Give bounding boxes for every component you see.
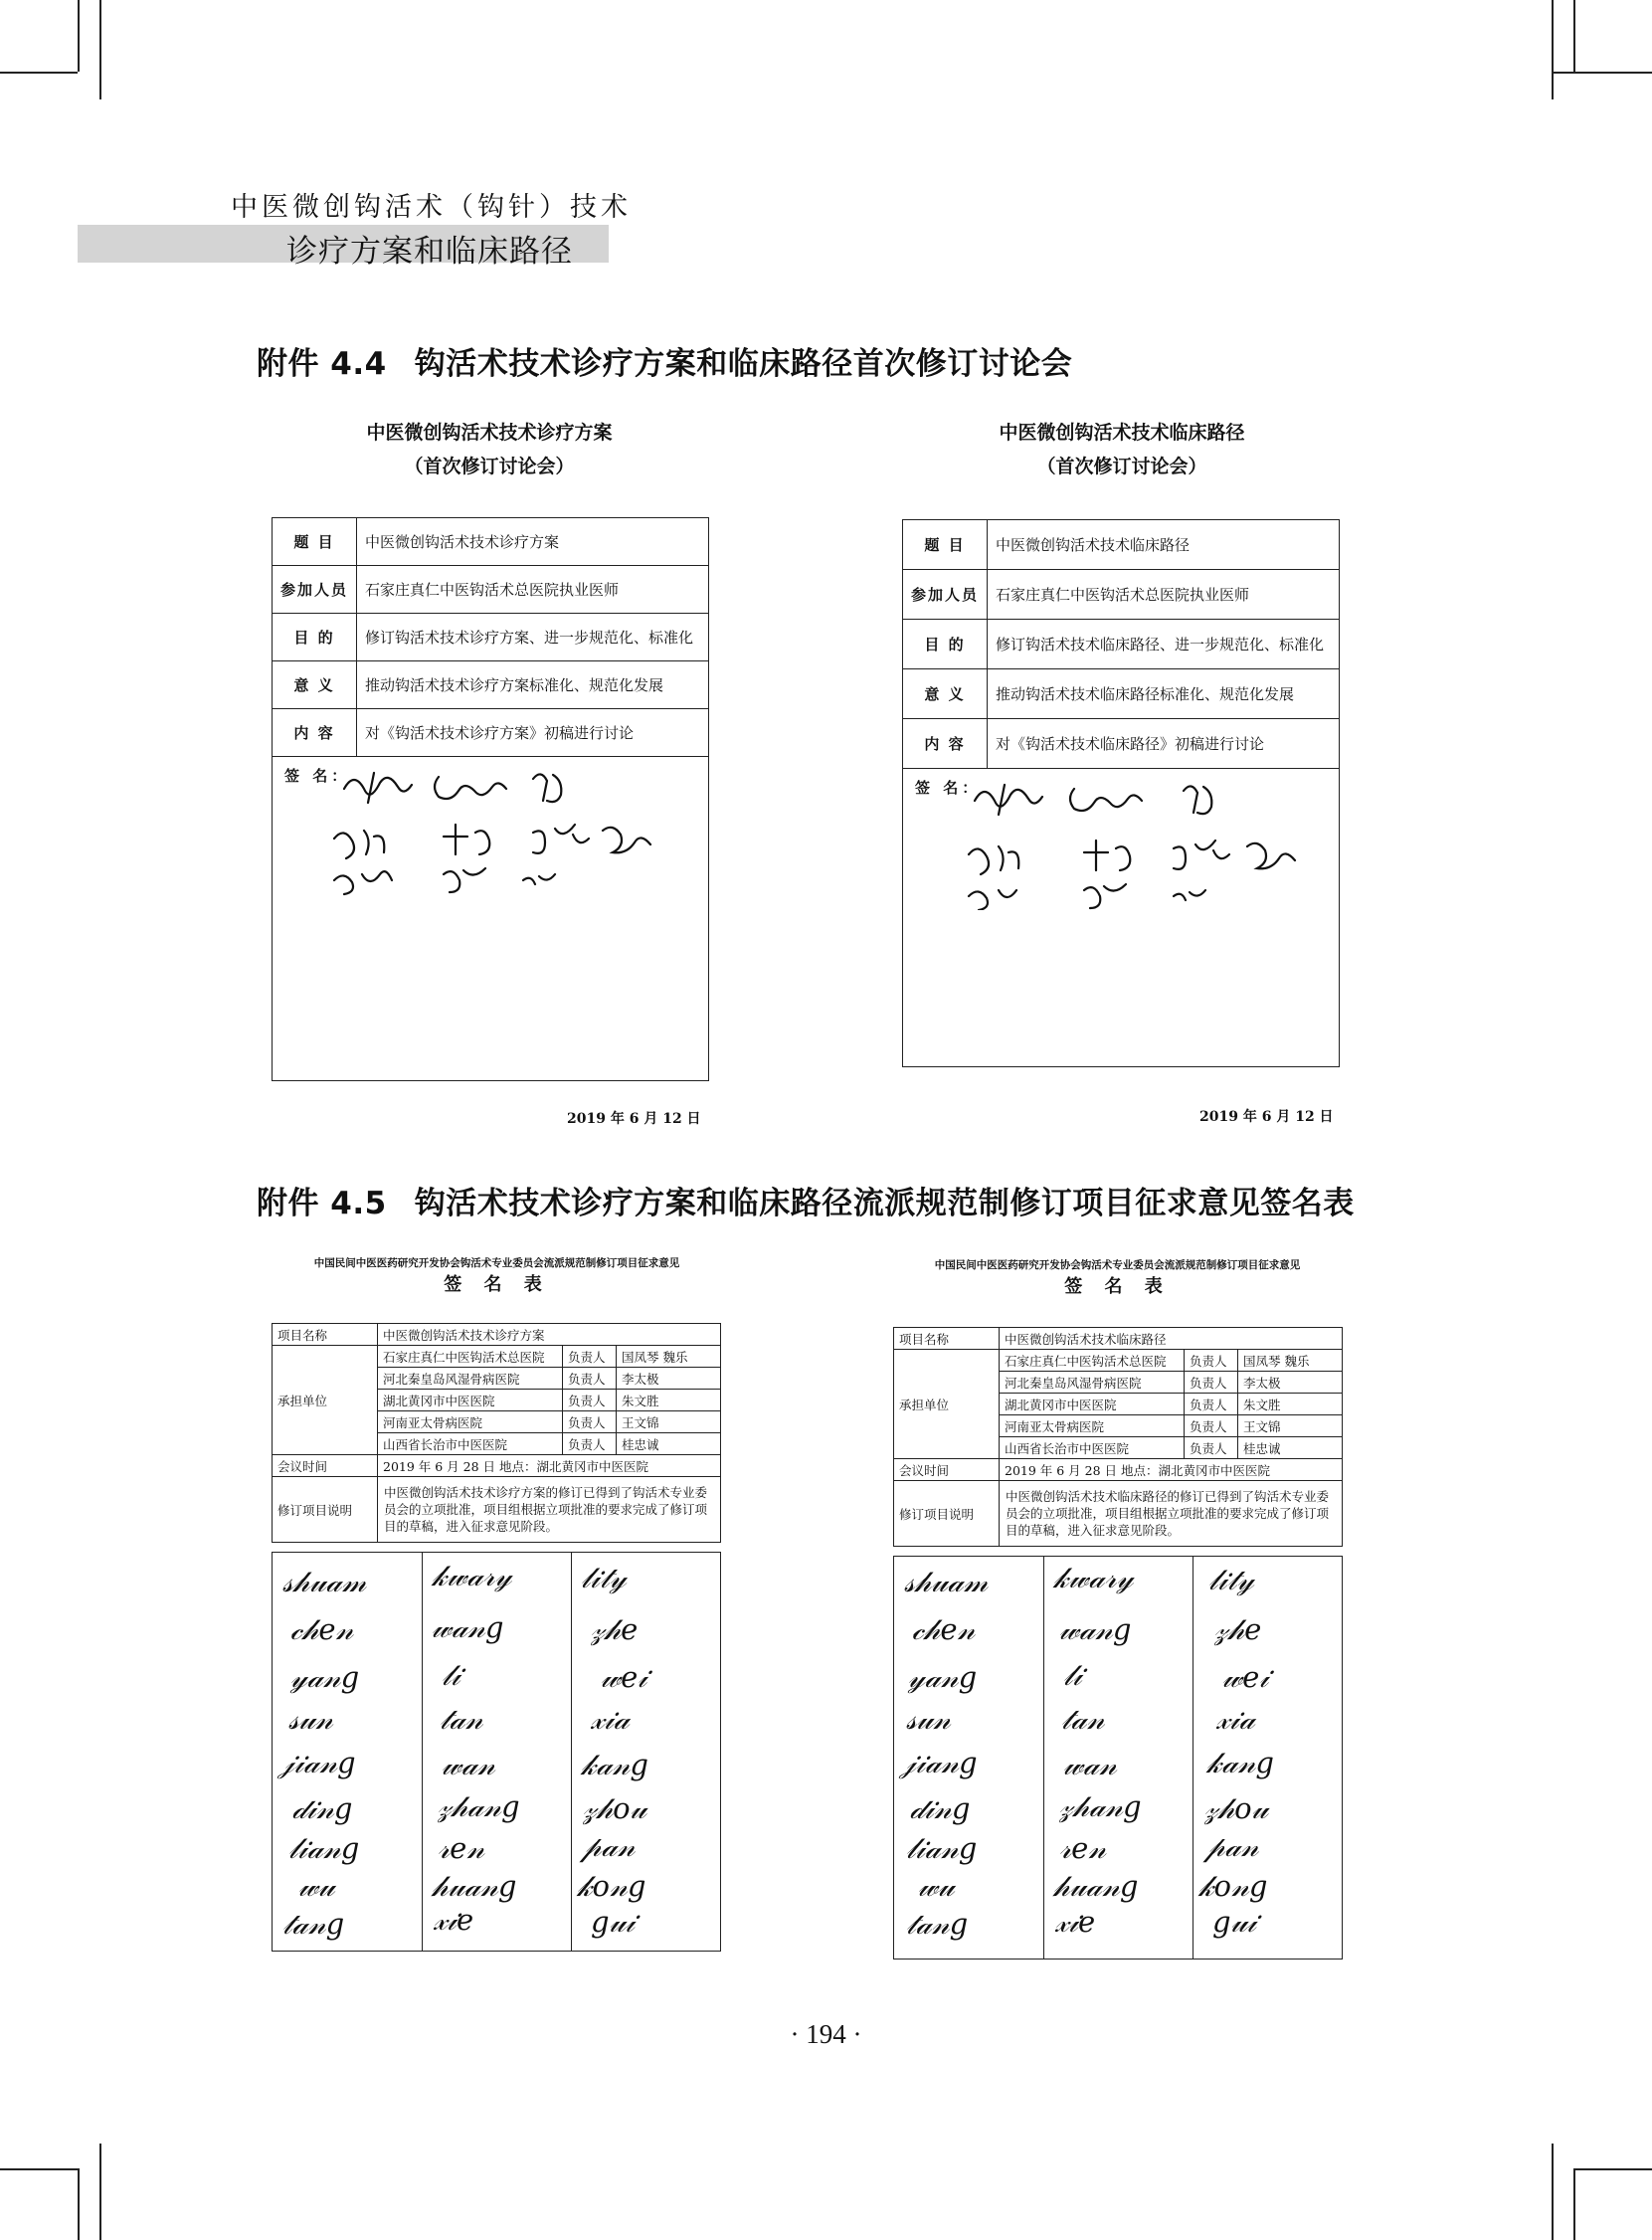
section-number: 附件 4.4 — [257, 346, 387, 382]
crop-mark — [78, 0, 80, 72]
row-label: 参加人员 — [903, 570, 988, 620]
project-value: 中医微创钩活术技术临床路径 — [1000, 1328, 1343, 1350]
sheet-header: 中国民间中医医药研究开发协会钩活术专业委员会流派规范制修订项目征求意见 — [934, 1259, 1301, 1271]
sheet-title: 签 名 表 — [444, 1274, 550, 1295]
handwritten-signatures — [935, 771, 1333, 910]
unit-person: 李太极 — [617, 1368, 721, 1390]
page-number: · 194 · — [790, 2019, 862, 2049]
unit-label: 承担单位 — [894, 1350, 1000, 1459]
row-value: 石家庄真仁中医钩活术总医院执业医师 — [357, 566, 709, 614]
row-label: 目 的 — [903, 620, 988, 669]
form-title: 中医微创钩活术技术临床路径 — [999, 422, 1245, 444]
unit-role: 负责人 — [1185, 1394, 1238, 1415]
unit-role: 负责人 — [563, 1390, 617, 1411]
row-label: 内 容 — [903, 719, 988, 769]
unit-name: 河北秦皇岛风湿骨病医院 — [1000, 1372, 1185, 1394]
crop-mark — [1573, 2168, 1652, 2170]
unit-role: 负责人 — [563, 1433, 617, 1455]
row-label: 目 的 — [273, 614, 357, 661]
meeting-value: 2019 年 6 月 28 日 地点：湖北黄冈市中医医院 — [378, 1455, 721, 1477]
form-right-date: 2019 年 6 月 12 日 — [1199, 1109, 1334, 1125]
section-number: 附件 4.5 — [257, 1186, 387, 1221]
unit-name: 河南亚太骨病医院 — [1000, 1415, 1185, 1437]
sheet-header: 中国民间中医医药研究开发协会钩活术专业委员会流派规范制修订项目征求意见 — [313, 1257, 680, 1269]
unit-person: 国凤琴 魏乐 — [617, 1346, 721, 1368]
form-right-table — [902, 519, 1340, 1067]
unit-name: 石家庄真仁中医钩活术总医院 — [378, 1346, 563, 1368]
crop-mark — [1552, 2144, 1554, 2240]
crop-mark — [1552, 0, 1554, 99]
row-label: 意 义 — [903, 669, 988, 719]
unit-role: 负责人 — [1185, 1372, 1238, 1394]
crop-mark — [1552, 72, 1652, 74]
unit-name: 河北秦皇岛风湿骨病医院 — [378, 1368, 563, 1390]
form-subtitle: （首次修订讨论会） — [404, 456, 575, 477]
crop-mark — [1573, 0, 1575, 72]
row-label: 内 容 — [273, 709, 357, 757]
unit-name: 湖北黄冈市中医医院 — [1000, 1394, 1185, 1415]
handwritten-signatures — [304, 759, 702, 898]
sheet-left-heading — [271, 1255, 723, 1296]
signature-label: 签 名： — [915, 779, 982, 797]
form-subtitle: （首次修订讨论会） — [1036, 456, 1207, 477]
unit-person: 王文锦 — [1238, 1415, 1343, 1437]
unit-role: 负责人 — [1185, 1437, 1238, 1459]
running-header-subtitle: 诊疗方案和临床路径 — [286, 234, 573, 270]
unit-person: 国凤琴 魏乐 — [1238, 1350, 1343, 1372]
sheet-right-heading — [891, 1257, 1344, 1298]
unit-name: 河南亚太骨病医院 — [378, 1411, 563, 1433]
section-heading-4-5 — [257, 1178, 1355, 1222]
row-value: 对《钩活术技术临床路径》初稿进行讨论 — [988, 719, 1340, 769]
signature-cell — [903, 769, 1340, 1067]
form-right-heading — [903, 416, 1341, 483]
section-heading-4-4 — [257, 338, 1072, 383]
signature-cell — [273, 757, 709, 1081]
sheet-right-signatures: 𝓈𝒽𝓊𝒶𝓂 𝓀𝓌𝒶𝓇𝓎 𝓁𝒾𝓉𝓎 𝒸𝒽𝑒𝓃 𝓌𝒶𝓃𝑔 𝓏𝒽𝑒 𝓎𝒶𝓃𝑔 𝓁𝒾 𝓌𝑒𝒾 𝓈𝓊𝓃 𝓉𝒶𝓃 𝓍𝒾𝒶 𝒿𝒾𝒶𝓃𝑔 𝓌𝒶𝓃 𝓀𝒶𝓃𝑔 𝒹𝒾𝓃𝑔 𝓏𝒽𝒶𝓃𝑔 𝓏𝒽𝑜𝓊 𝓁𝒾𝒶𝓃𝑔 𝓇𝑒𝓃 𝓅𝒶𝓃 𝓌𝓊 𝒽𝓊𝒶𝓃𝑔 𝓀𝑜𝓃𝑔 𝓉𝒶𝓃𝑔 𝓍𝒾𝑒 𝑔𝓊𝒾 — [893, 1556, 1343, 1960]
unit-role: 负责人 — [1185, 1415, 1238, 1437]
meeting-value: 2019 年 6 月 28 日 地点：湖北黄冈市中医医院 — [1000, 1459, 1343, 1481]
form-left-heading — [271, 416, 708, 483]
meeting-label: 会议时间 — [894, 1459, 1000, 1481]
unit-name: 石家庄真仁中医钩活术总医院 — [1000, 1350, 1185, 1372]
form-left-date: 2019 年 6 月 12 日 — [567, 1111, 701, 1127]
desc-value: 中医微创钩活术技术诊疗方案的修订已得到了钩活术专业委员会的立项批准，项目组根据立项批准的要求完成了修订项目的草稿，进入征求意见阶段。 — [378, 1477, 721, 1543]
project-label: 项目名称 — [894, 1328, 1000, 1350]
form-title: 中医微创钩活术技术诊疗方案 — [366, 422, 613, 444]
unit-person: 李太极 — [1238, 1372, 1343, 1394]
crop-mark — [1573, 2168, 1575, 2240]
unit-person: 朱文胜 — [617, 1390, 721, 1411]
row-label: 参加人员 — [273, 566, 357, 614]
unit-role: 负责人 — [563, 1411, 617, 1433]
project-value: 中医微创钩活术技术诊疗方案 — [378, 1324, 721, 1346]
row-value: 对《钩活术技术诊疗方案》初稿进行讨论 — [357, 709, 709, 757]
desc-label: 修订项目说明 — [894, 1481, 1000, 1547]
desc-value: 中医微创钩活术技术临床路径的修订已得到了钩活术专业委员会的立项批准，项目组根据立项批准的要求完成了修订项目的草稿，进入征求意见阶段。 — [1000, 1481, 1343, 1547]
row-value: 石家庄真仁中医钩活术总医院执业医师 — [988, 570, 1340, 620]
sheet-left-table — [272, 1323, 721, 1543]
form-left-table — [272, 517, 709, 1081]
running-header-title: 中医微创钩活术（钩针）技术 — [231, 192, 632, 223]
unit-name: 湖北黄冈市中医医院 — [378, 1390, 563, 1411]
unit-person: 桂忠诚 — [1238, 1437, 1343, 1459]
row-value: 推动钩活术技术诊疗方案标准化、规范化发展 — [357, 661, 709, 709]
crop-mark — [99, 2144, 101, 2240]
row-value: 修订钩活术技术临床路径、进一步规范化、标准化 — [988, 620, 1340, 669]
unit-role: 负责人 — [563, 1346, 617, 1368]
crop-mark — [99, 0, 101, 99]
row-value: 推动钩活术技术临床路径标准化、规范化发展 — [988, 669, 1340, 719]
sheet-title: 签 名 表 — [1064, 1276, 1171, 1297]
unit-person: 桂忠诚 — [617, 1433, 721, 1455]
row-value: 修订钩活术技术诊疗方案、进一步规范化、标准化 — [357, 614, 709, 661]
row-label: 题 目 — [903, 520, 988, 570]
row-label: 意 义 — [273, 661, 357, 709]
unit-role: 负责人 — [563, 1368, 617, 1390]
unit-label: 承担单位 — [273, 1346, 378, 1455]
sheet-left-signatures: 𝓈𝒽𝓊𝒶𝓂 𝓀𝓌𝒶𝓇𝓎 𝓁𝒾𝓉𝓎 𝒸𝒽𝑒𝓃 𝓌𝒶𝓃𝑔 𝓏𝒽𝑒 𝓎𝒶𝓃𝑔 𝓁𝒾 𝓌𝑒𝒾 𝓈𝓊𝓃 𝓉𝒶𝓃 𝓍𝒾𝒶 𝒿𝒾𝒶𝓃𝑔 𝓌𝒶𝓃 𝓀𝒶𝓃𝑔 𝒹𝒾𝓃𝑔 𝓏𝒽𝒶𝓃𝑔 𝓏𝒽𝑜𝓊 𝓁𝒾𝒶𝓃𝑔 𝓇𝑒𝓃 𝓅𝒶𝓃 𝓌𝓊 𝒽𝓊𝒶𝓃𝑔 𝓀𝑜𝓃𝑔 𝓉𝒶𝓃𝑔 𝓍𝒾𝑒 𝑔𝓊𝒾 — [272, 1552, 721, 1952]
unit-role: 负责人 — [1185, 1350, 1238, 1372]
unit-person: 朱文胜 — [1238, 1394, 1343, 1415]
row-label: 题 目 — [273, 518, 357, 566]
unit-name: 山西省长治市中医医院 — [1000, 1437, 1185, 1459]
row-value: 中医微创钩活术技术临床路径 — [988, 520, 1340, 570]
desc-label: 修订项目说明 — [273, 1477, 378, 1543]
sheet-right-table — [893, 1327, 1343, 1547]
project-label: 项目名称 — [273, 1324, 378, 1346]
section-title: 钩活术技术诊疗方案和临床路径首次修订讨论会 — [414, 346, 1073, 382]
section-title: 钩活术技术诊疗方案和临床路径流派规范制修订项目征求意见签名表 — [414, 1186, 1355, 1221]
meeting-label: 会议时间 — [273, 1455, 378, 1477]
crop-mark — [0, 2168, 78, 2170]
signature-label: 签 名： — [284, 767, 351, 785]
crop-mark — [0, 99, 78, 101]
unit-name: 山西省长治市中医医院 — [378, 1433, 563, 1455]
row-value: 中医微创钩活术技术诊疗方案 — [357, 518, 709, 566]
crop-mark — [78, 2168, 80, 2240]
crop-mark — [0, 72, 78, 74]
unit-person: 王文锦 — [617, 1411, 721, 1433]
